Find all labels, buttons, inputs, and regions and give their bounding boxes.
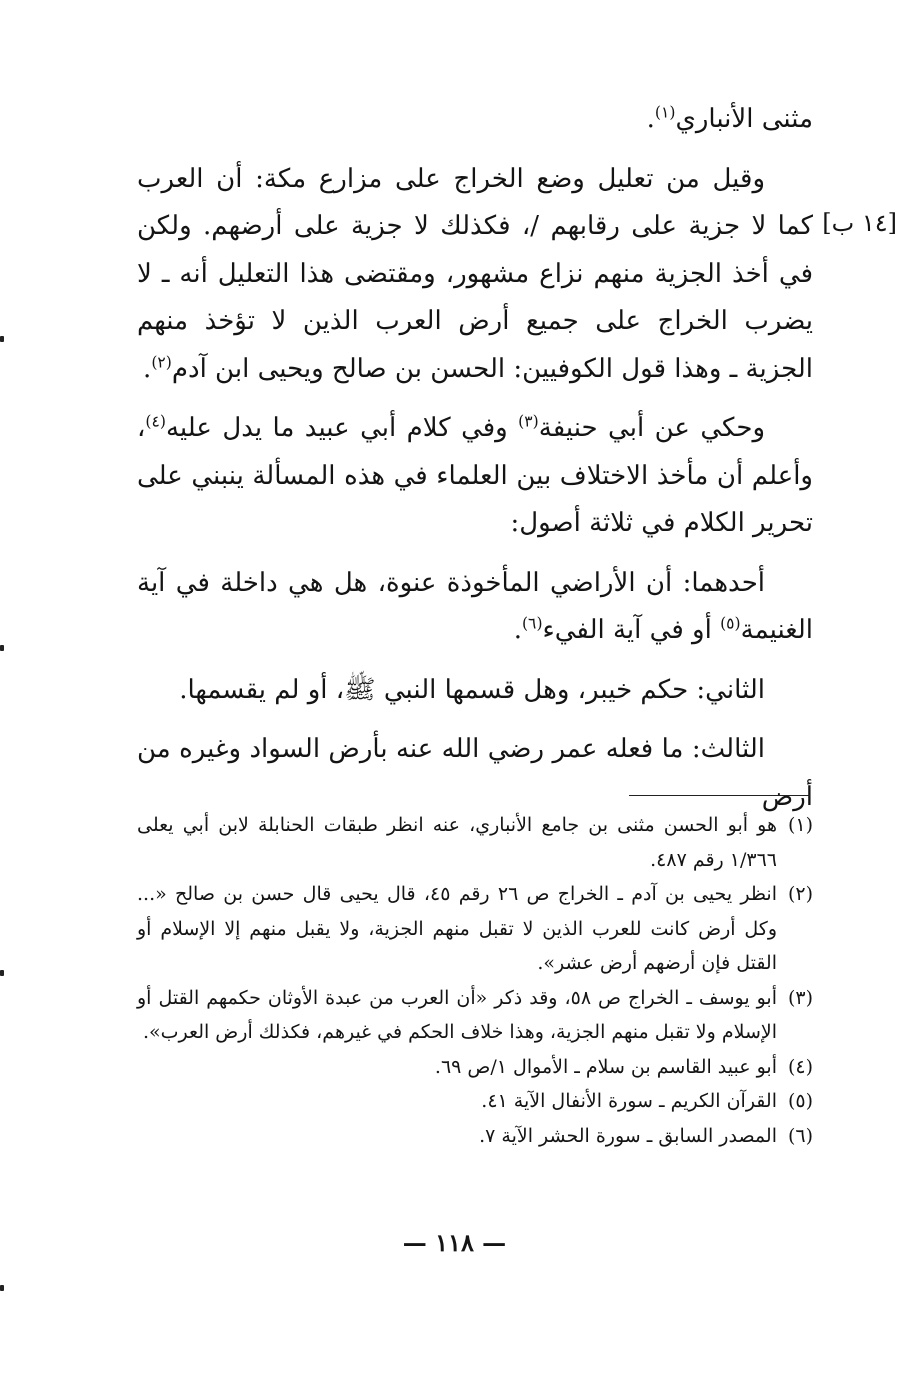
paragraph-tail: .: [646, 104, 655, 134]
scan-edge-mark: [0, 970, 4, 976]
paragraph-tail: ، وأعلم أن مأخذ الاختلاف بين العلماء في هذه المسألة ينبني على تحرير الكلام في ثلاثة أصول:: [137, 413, 813, 538]
footnote-4: [137, 1050, 813, 1085]
footnote-3: [137, 981, 813, 1050]
footnote-ref: (٦): [521, 614, 543, 633]
paragraph-3: [137, 405, 813, 548]
paragraph-tail: .: [513, 615, 522, 645]
footnote-ref: (٢): [151, 352, 172, 371]
footnote-text: أبو يوسف ـ الخراج ص ٥٨، وقد ذكر «أن العرب من عبدة الأوثان حكمهم القتل أو الإسلام ولا تقبل منهم الجزية، وهذا خلاف الحكم في غيرهم، فكذلك أرض العرب».: [137, 986, 777, 1043]
paragraph-text: وفي كلام أبي عبيد ما يدل عليه: [165, 413, 519, 443]
footnote-text: هو أبو الحسن مثنى بن جامع الأنباري، عنه انظر طبقات الحنابلة لابن أبي يعلى ١/٣٦٦ رقم ٤٨٧.: [137, 814, 777, 871]
main-text: [137, 96, 813, 821]
footnote-number: (٢): [787, 883, 813, 905]
paragraph-text: الثالث: ما فعله عمر رضي الله عنه بأرض السواد وغيره من أرض: [137, 734, 813, 812]
footnote-text: انظر يحيى بن آدم ـ الخراج ص ٢٦ رقم ٤٥، قال يحيى قال حسن بن صالح «... وكل أرض كانت للعرب الذين لا تقبل منهم الجزية، ولا يقبل منهم إلا الإسلام أو القتل فإن أرضهم أرض عشر».: [137, 883, 778, 974]
footnotes: [137, 808, 813, 1153]
footnote-number: (٣): [787, 986, 813, 1009]
footnote-ref: (٣): [518, 412, 539, 431]
paragraph-text: مثنى الأنباري: [675, 104, 813, 134]
paragraph-text: أو في آية الفيء: [542, 615, 721, 645]
margin-folio-reference: [١٤ ب]: [822, 209, 897, 237]
paragraph-text: وقيل من تعليل وضع الخراج على مزارع مكة: أن العرب كما لا جزية على رقابهم /، فكذلك لا جزية على أرضهم. ولكن في أخذ الجزية منهم نزاع مشهور، ومقتضى هذا التعليل أنه ـ لا يضرب الخراج على جميع أرض العرب الذين لا تؤخذ منهم الجزية ـ وهذا قول الكوفيين: الحسن بن صالح ويحيى ابن آدم: [137, 163, 813, 384]
paragraph-6: [137, 726, 813, 821]
footnote-5: [137, 1084, 813, 1119]
footnote-ref: (١): [654, 103, 676, 122]
footnote-ref: (٤): [145, 412, 166, 431]
footnote-text: المصدر السابق ـ سورة الحشر الآية ٧.: [479, 1124, 777, 1147]
scan-edge-mark: [0, 336, 4, 342]
paragraph-1: [137, 96, 813, 144]
paragraph-5: [137, 667, 813, 715]
paragraph-tail: .: [143, 353, 152, 384]
footnote-number: (٦): [787, 1124, 813, 1147]
footnote-6: [137, 1119, 813, 1154]
scan-edge-mark: [0, 645, 4, 651]
scan-edge-mark: [0, 1285, 4, 1291]
footnote-ref: (٥): [720, 614, 741, 633]
footnote-number: (٥): [787, 1090, 813, 1112]
paragraph-4: [137, 560, 813, 655]
footnote-text: القرآن الكريم ـ سورة الأنفال الآية ٤١.: [481, 1090, 777, 1112]
footnote-number: (٤): [787, 1055, 813, 1078]
paragraph-text: الثاني: حكم خيبر، وهل قسمها النبي ﷺ، أو لم يقسمها.: [179, 674, 765, 705]
footnote-2: [137, 877, 813, 981]
footnote-separator: [629, 795, 810, 796]
footnote-1: [137, 808, 813, 877]
page-number: — ١١٨ —: [402, 1228, 507, 1257]
footnote-text: أبو عبيد القاسم بن سلام ـ الأموال ١/ص ٦٩.: [434, 1055, 777, 1078]
paragraph-2: [137, 156, 813, 394]
footnote-number: (١): [787, 814, 813, 836]
paragraph-text: أحدهما: أن الأراضي المأخوذة عنوة، هل هي داخلة في آية الغنيمة: [137, 567, 813, 645]
paragraph-text: وحكي عن أبي حنيفة: [538, 413, 765, 443]
